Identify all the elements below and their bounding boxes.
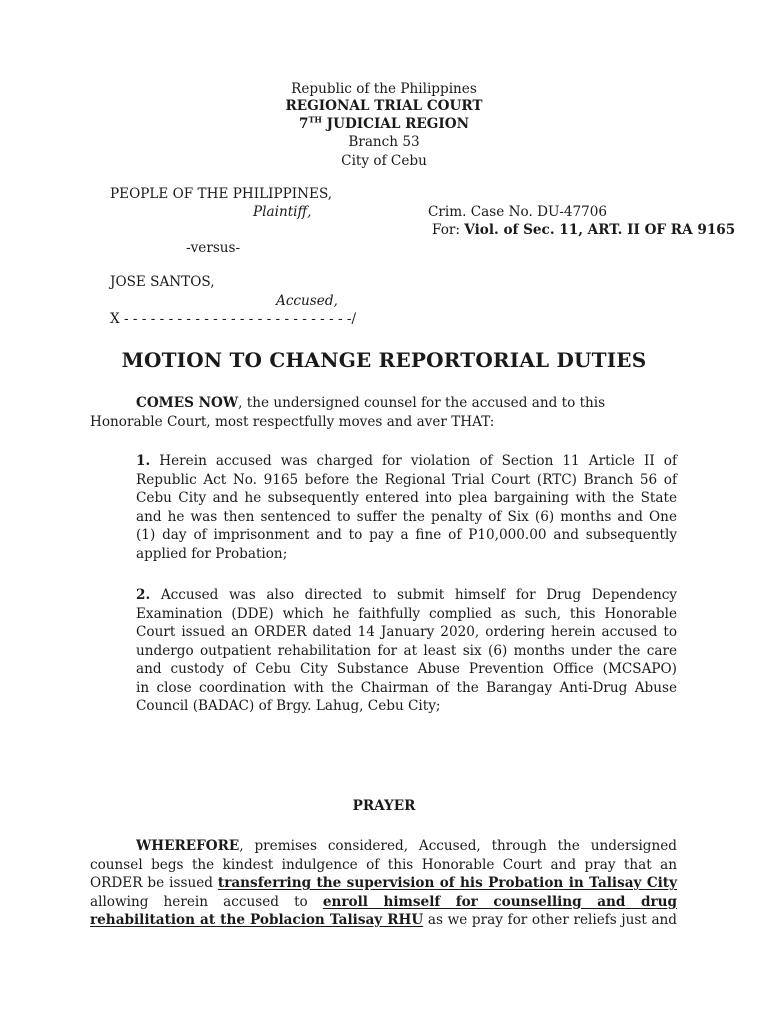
para1-line-3: Cebu City and he subsequently entered into plea bargaining with the State [136, 490, 677, 506]
intro-line-1 [90, 394, 679, 413]
paragraph-2 [136, 586, 677, 716]
region-suffix: TH [308, 114, 322, 125]
intro-paragraph [90, 394, 679, 431]
para1-line-2: Republic Act No. 9165 before the Regional Trial Court (RTC) Branch 56 of [136, 471, 677, 488]
para2-line-1-text: Accused was also directed to submit himself for Drug Dependency [150, 587, 677, 603]
prayer-transfer-request: transferring the supervision of his Probation in Talisay City [217, 875, 677, 891]
prayer-enroll-request: enroll himself for counselling and drug [322, 893, 677, 910]
header-branch: Branch 53 [348, 134, 420, 150]
para2-line-3: Court issued an ORDER dated 14 January 2020, ordering herein accused to [136, 624, 677, 640]
case-charge [432, 221, 735, 239]
prayer-line-1-text: , premises considered, Accused, through the undersigned [239, 838, 677, 854]
prayer-line-1 [90, 837, 677, 856]
region-number: 7 [298, 116, 309, 132]
caption-separator: X - - - - - - - - - - - - - - - - - - - - - - - - - -/ [110, 311, 357, 327]
header-court: REGIONAL TRIAL COURT [285, 98, 483, 114]
header-republic: Republic of the Philippines [291, 81, 477, 97]
intro-line-1-text: , the undersigned counsel for the accused and to this [238, 395, 606, 411]
para1-line-4: and he was then sentenced to suffer the penalty of Six (6) months and One [136, 508, 677, 525]
prayer-line-5 [90, 911, 677, 930]
region-text: JUDICIAL REGION [321, 116, 470, 132]
prayer-line-2: counsel begs the kindest indulgence of this Honorable Court and pray that an [90, 856, 677, 873]
para1-line-5: (1) day of imprisonment and to pay a fine of P10,000.00 and subsequently [136, 527, 677, 543]
para2-line-5: and custody of Cebu City Substance Abuse Prevention Office (MCSAPO) [136, 661, 677, 677]
prayer-rehab-location: rehabilitation at the Poblacion Talisay RHU [90, 912, 424, 928]
para1-line-1 [136, 452, 677, 471]
plaintiff-name: PEOPLE OF THE PHILIPPINES, [110, 186, 333, 202]
intro-line-2: Honorable Court, most respectfully moves and aver THAT: [90, 413, 495, 430]
accused-name: JOSE SANTOS, [110, 274, 215, 290]
para2-line-7: Council (BADAC) of Brgy. Lahug, Cebu City; [136, 698, 441, 714]
intro-lead: COMES NOW [136, 395, 239, 411]
para2-line-1 [136, 586, 677, 605]
versus-label: -versus- [186, 240, 241, 256]
prayer-line-4-text: allowing herein accused to [90, 893, 323, 910]
document-title: MOTION TO CHANGE REPORTORIAL DUTIES [121, 348, 647, 372]
paragraph-1 [136, 452, 677, 563]
prayer-line-5-text: as we pray for other reliefs just and [423, 912, 678, 928]
header-city: City of Cebu [341, 153, 427, 169]
para2-line-4: undergo outpatient rehabilitation for at least six (6) months under the care [136, 642, 677, 659]
para1-line-1-text: Herein accused was charged for violation of Section 11 Article II of [150, 453, 677, 469]
prayer-line-4 [90, 893, 677, 912]
prayer-line-3-text: ORDER be issued [90, 875, 218, 891]
plaintiff-role: Plaintiff, [253, 204, 312, 220]
accused-role: Accused, [276, 293, 338, 309]
prayer-paragraph [90, 837, 677, 930]
prayer-line-3 [90, 874, 677, 893]
case-number: Crim. Case No. DU-47706 [428, 204, 608, 220]
para2-line-6: in close coordination with the Chairman of the Barangay Anti-Drug Abuse [136, 679, 677, 696]
charge-value: Viol. of Sec. 11, ART. II OF RA 9165 [464, 222, 736, 238]
para1-line-6: applied for Probation; [136, 545, 288, 562]
prayer-lead: WHEREFORE [136, 838, 240, 854]
charge-label: For: [432, 222, 465, 238]
para2-line-2: Examination (DDE) which he faithfully complied as such, this Honorable [136, 605, 677, 622]
para1-number: 1. [136, 453, 151, 469]
header-region [0, 115, 768, 133]
para2-number: 2. [136, 587, 151, 603]
prayer-heading: PRAYER [352, 798, 416, 814]
